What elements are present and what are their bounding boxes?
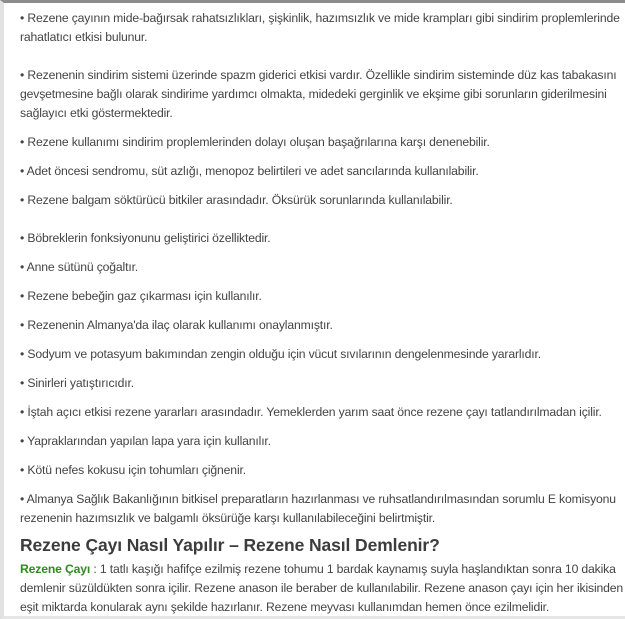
recipe-label: Rezene Çayı bbox=[20, 562, 91, 576]
benefit-item: • Anne sütünü çoğaltır. bbox=[20, 260, 139, 274]
article-content bbox=[20, 9, 625, 617]
benefit-item: • Rezene balgam söktürücü bitkiler arasındadır. Öksürük sorunlarında kullanılabilir. bbox=[20, 193, 453, 207]
recipe-heading: Rezene Çayı Nasıl Yapılır – Rezene Nasıl Demlenir? bbox=[20, 535, 440, 555]
benefit-item: • Sodyum ve potasyum bakımından zengin olduğu için vücut sıvılarının dengelenmesinde yararlıdır. bbox=[20, 347, 541, 361]
recipe-text: : 1 tatlı kaşığı hafifçe ezilmiş rezene tohumu 1 bardak kaynamış suyla haşlandıktan sonra 10 dakika demlenir süzüldükten sonra içilir. Rezene anason ile beraber de kullanılabilir. Rezene anason çayı için her ikisinden eşit miktarda konularak aynı şekilde hazırlanır. Rezene meyvası kullanımdan hemen önce ezilmelidir. bbox=[20, 562, 624, 614]
benefit-item: • Rezene kullanımı sindirim proplemlerinden dolayı oluşan başağrılarına karşı denenebilir. bbox=[20, 135, 490, 149]
benefit-item: • Adet öncesi sendromu, süt azlığı, menopoz belirtileri ve adet sancılarında kullanılabilir. bbox=[20, 164, 479, 178]
benefit-item: • Sinirleri yatıştırıcıdır. bbox=[20, 376, 134, 390]
benefit-item: • Rezene çayının mide-bağırsak rahatsızlıkları, şişkinlik, hazımsızlık ve mide krampları gibi sindirim proplemlerinde rahatlatıcı etkisi bulunur. bbox=[20, 11, 620, 44]
benefit-item: • Almanya Sağlık Bakanlığının bitkisel preparatların hazırlanması ve ruhsatlandırılmasından sorumlu E komisyonu rezenenin hazımsızlık ve balgamlı öksürüğe karşı kullanılabileceğini belirtmiştir. bbox=[20, 492, 616, 525]
recipe-paragraph bbox=[20, 560, 625, 617]
benefit-item: • Rezenenin Almanya'da ilaç olarak kullanımı onaylanmıştır. bbox=[20, 318, 333, 332]
benefit-item: • İştah açıcı etkisi rezene yararları arasındadır. Yemeklerden yarım saat önce rezene çayı tatlandırılmadan içilir. bbox=[20, 405, 602, 419]
benefit-item: • Rezenenin sindirim sistemi üzerinde spazm giderici etkisi vardır. Özellikle sindirim sisteminde düz kas tabakasını gevşetmesine bağlı olarak sindirime yardımcı olmakta, midedeki gerginlik ve ekşime gibi sorunların giderilmesini sağlayıcı etki göstermektedir. bbox=[20, 68, 617, 120]
benefit-item: • Böbreklerin fonksiyonunu geliştirici özelliktedir. bbox=[20, 231, 271, 245]
benefit-item: • Kötü nefes kokusu için tohumları çiğnenir. bbox=[20, 463, 246, 477]
benefit-item: • Rezene bebeğin gaz çıkarması için kullanılır. bbox=[20, 289, 262, 303]
benefit-item: • Yapraklarından yapılan lapa yara için kullanılır. bbox=[20, 434, 271, 448]
